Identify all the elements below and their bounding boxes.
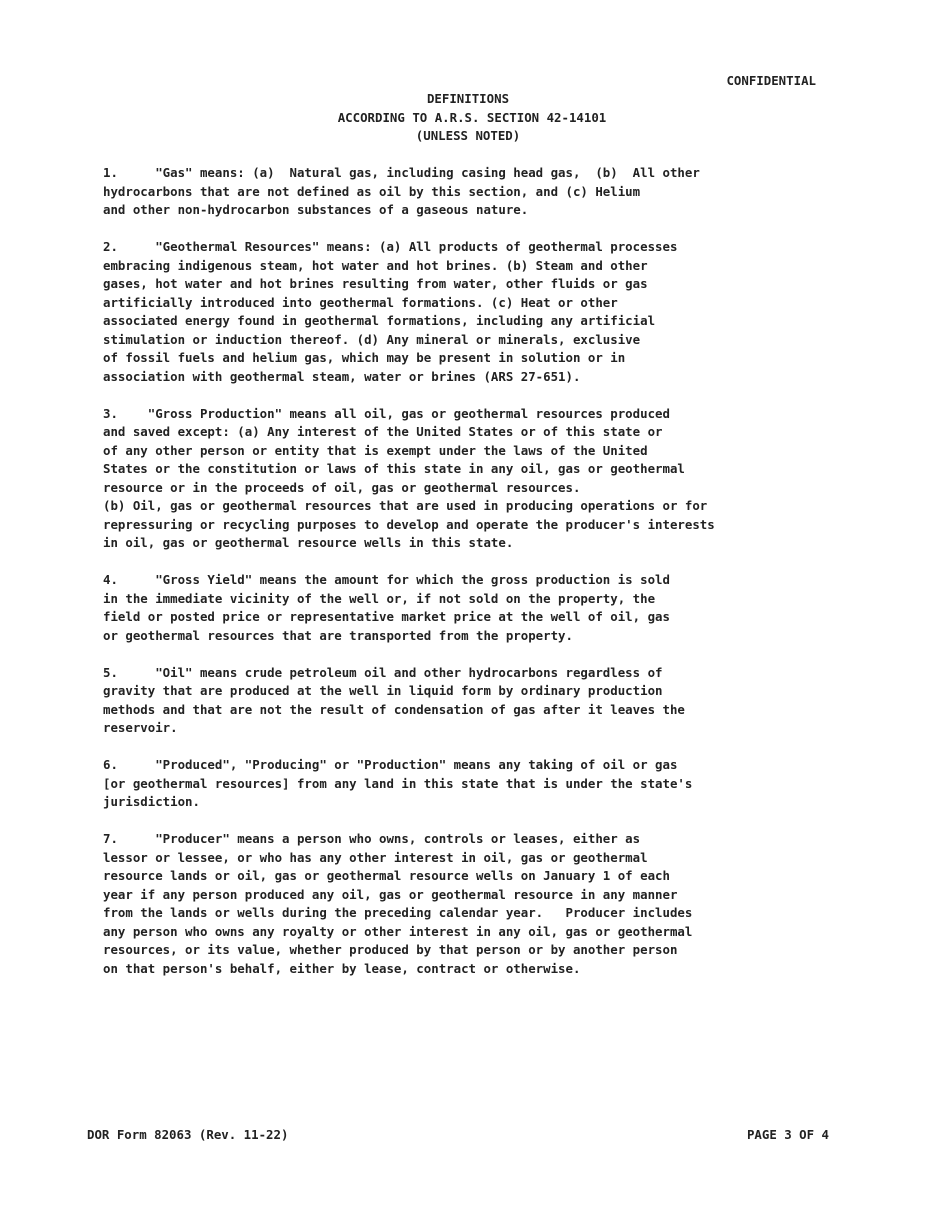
definition-1	[103, 164, 863, 220]
document-title: DEFINITIONS	[426, 91, 510, 106]
definition-line: any person who owns any royalty or other interest in any oil, gas or geothermal	[103, 923, 693, 939]
definition-line: [or geothermal resources] from any land in this state that is under the state's	[103, 775, 693, 791]
definition-line: resources, or its value, whether produced by that person or by another person	[103, 942, 678, 957]
definition-line: of fossil fuels and helium gas, which may be present in solution or in	[103, 350, 626, 365]
definition-line: 3. "Gross Production" means all oil, gas or geothermal resources produced	[103, 405, 670, 421]
definition-5	[103, 664, 863, 738]
definition-line: 6. "Produced", "Producing" or "Production" means any taking of oil or gas	[103, 757, 678, 772]
definition-line: (b) Oil, gas or geothermal resources that are used in producing operations or for	[103, 498, 708, 513]
definition-line: and saved except: (a) Any interest of the United States or of this state or	[103, 424, 663, 439]
definition-line: resource lands or oil, gas or geothermal resource wells on January 1 of each	[103, 868, 670, 883]
definition-line: and other non-hydrocarbon substances of a gaseous nature.	[103, 202, 529, 217]
definition-line: in oil, gas or geothermal resource wells in this state.	[103, 535, 514, 550]
definition-line: on that person's behalf, either by lease, contract or otherwise.	[103, 960, 581, 976]
definition-line: association with geothermal steam, water or brines (ARS 27-651).	[103, 368, 581, 384]
definition-line: hydrocarbons that are not defined as oil by this section, and (c) Helium	[103, 183, 641, 199]
definitions-list	[103, 164, 863, 997]
definition-7	[103, 830, 863, 978]
definition-line: repressuring or recycling purposes to develop and operate the producer's interests	[103, 516, 715, 532]
definition-4	[103, 571, 863, 645]
definition-line: stimulation or induction thereof. (d) Any mineral or minerals, exclusive	[103, 331, 641, 347]
definition-line: States or the constitution or laws of this state in any oil, gas or geothermal	[103, 461, 685, 476]
definition-line: gases, hot water and hot brines resulting from water, other fluids or gas	[103, 276, 648, 291]
definition-3	[103, 405, 863, 553]
document-note: (UNLESS NOTED)	[415, 128, 521, 143]
definition-line: 2. "Geothermal Resources" means: (a) All products of geothermal processes	[103, 239, 678, 254]
definition-line: year if any person produced any oil, gas or geothermal resource in any manner	[103, 886, 678, 902]
document-subtitle: ACCORDING TO A.R.S. SECTION 42-14101	[337, 110, 607, 125]
definition-line: lessor or lessee, or who has any other interest in oil, gas or geothermal	[103, 849, 648, 865]
definition-line: 7. "Producer" means a person who owns, controls or leases, either as	[103, 831, 641, 846]
definition-line: jurisdiction.	[103, 794, 200, 809]
definition-line: field or posted price or representative market price at the well of oil, gas	[103, 609, 670, 624]
definition-6	[103, 756, 863, 812]
definition-line: 4. "Gross Yield" means the amount for which the gross production is sold	[103, 572, 670, 587]
definition-line: 1. "Gas" means: (a) Natural gas, including casing head gas, (b) All other	[103, 165, 700, 180]
definition-line: resource or in the proceeds of oil, gas or geothermal resources.	[103, 479, 581, 495]
definition-line: from the lands or wells during the preceding calendar year. Producer includes	[103, 905, 693, 920]
definition-line: methods and that are not the result of condensation of gas after it leaves the	[103, 701, 685, 717]
definition-line: 5. "Oil" means crude petroleum oil and other hydrocarbons regardless of	[103, 664, 663, 680]
definition-line: reservoir.	[103, 720, 178, 735]
definition-line: or geothermal resources that are transported from the property.	[103, 627, 573, 643]
definition-line: gravity that are produced at the well in liquid form by ordinary production	[103, 683, 663, 698]
definition-line: of any other person or entity that is exempt under the laws of the United	[103, 442, 648, 458]
confidential-label: CONFIDENTIAL	[726, 73, 816, 88]
definition-2	[103, 238, 863, 386]
definition-line: artificially introduced into geothermal formations. (c) Heat or other	[103, 294, 618, 310]
definition-line: associated energy found in geothermal formations, including any artificial	[103, 313, 656, 328]
form-number: DOR Form 82063 (Rev. 11-22)	[87, 1127, 289, 1142]
definition-line: embracing indigenous steam, hot water and hot brines. (b) Steam and other	[103, 257, 648, 273]
page-number: PAGE 3 OF 4	[746, 1127, 829, 1142]
definition-line: in the immediate vicinity of the well or, if not sold on the property, the	[103, 590, 656, 606]
